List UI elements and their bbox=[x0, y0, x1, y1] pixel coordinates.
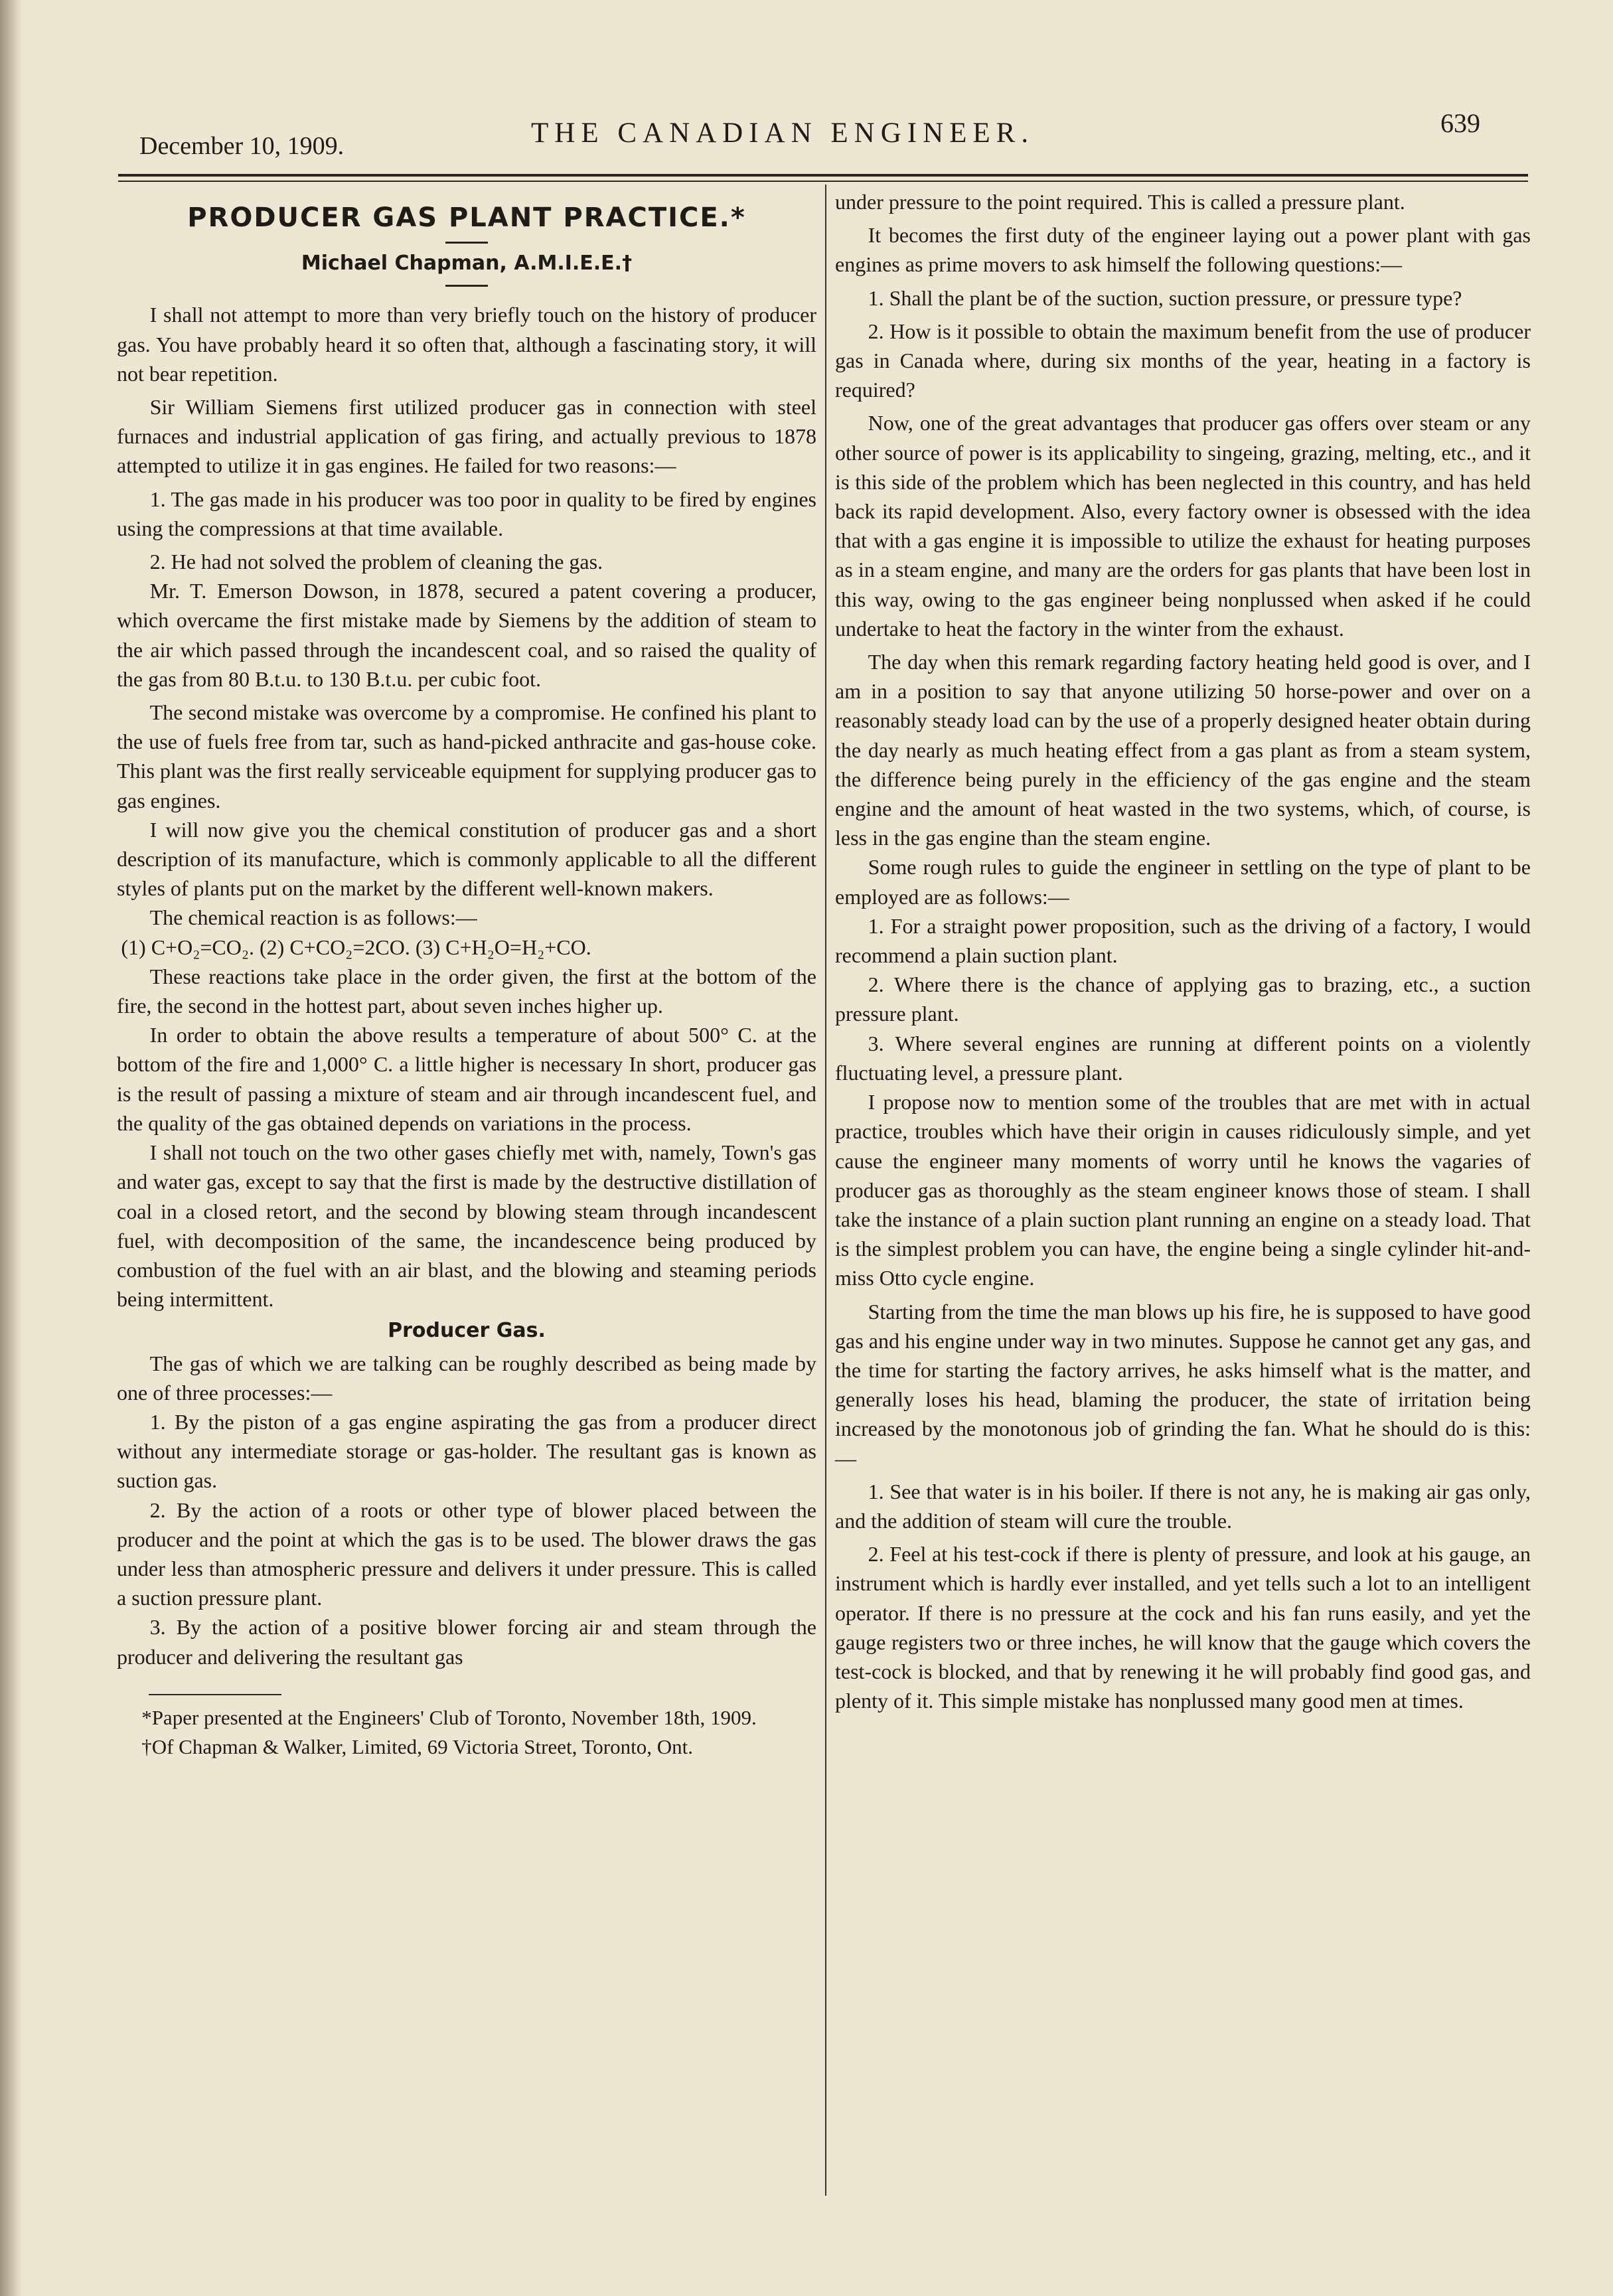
paragraph: Mr. T. Emerson Dowson, in 1878, secured a patent covering a producer, which overcame the first mistake made by Siemens by the addition of steam to the air which passed through the incandescent coal, and so raised the quality of the gas from 80 B.t.u. to 130 B.t.u. per cubic foot. bbox=[117, 579, 816, 691]
column-divider bbox=[825, 185, 826, 2196]
list-item: 2. He had not solved the problem of cleaning the gas. bbox=[149, 550, 603, 574]
right-column bbox=[835, 187, 1531, 1715]
list-item: 1. The gas made in his producer was too poor in quality to be fired by engines using the compressions at that time available. bbox=[117, 487, 816, 540]
running-header bbox=[119, 100, 1527, 166]
paragraph: The day when this remark regarding factory heating held good is over, and I am in a position to say that anyone utilizing 50 horse-power and over on a reasonably steady load can by the use of a properly designed heater obtain during the day nearly as much heating effect from a gas plant as from a steam system, the difference being purely in the efficiency of the gas engine and the steam engine and the amount of heat wasted in the two systems, which, of course, is less in the gas engine than the steam engine. bbox=[835, 650, 1531, 850]
paragraph: I will now give you the chemical constitution of producer gas and a short description of its manufacture, which is commonly applicable to all the different styles of plants put on the market by the different well-known makers. bbox=[117, 817, 816, 901]
list-item: 2. How is it possible to obtain the maximum benefit from the use of producer gas in Canada where, during six months of the year, heating in a factory is required? bbox=[835, 319, 1531, 402]
author-rule bbox=[445, 285, 488, 287]
title-rule bbox=[445, 242, 488, 244]
paragraph: These reactions take place in the order given, the first at the bottom of the fire, the second in the hottest part, about seven inches higher up. bbox=[117, 964, 816, 1018]
list-item: 2. Feel at his test-cock if there is plenty of pressure, and look at his gauge, an instrument which is hardly ever installed, and yet tells such a lot to an intelligent operator. If there is no pressure at the cock and his fan runs easily, and yet the gauge registers two or three inches, he will know that the gauge which covers the test-cock is blocked, and that by renewing it he will probably find good gas, and plenty of it. This simple mistake has nonplussed many good men at times. bbox=[835, 1542, 1531, 1713]
list-item: 1. Shall the plant be of the suction, suction pressure, or pressure type? bbox=[868, 285, 1462, 310]
list-item: 2. By the action of a roots or other type of blower placed between the producer and the point at which the gas is to be used. The blower draws the gas under less than atmospheric pressure and delivers it under pressure. This is called a suction pressure plant. bbox=[117, 1497, 816, 1610]
header-rule-thin bbox=[118, 181, 1528, 182]
paragraph: I shall not touch on the two other gases chiefly met with, namely, Town's gas and water gas, except to say that the first is made by the destructive distillation of coal in a closed retort, and the second by blowing steam through incandescent fuel, with decomposition of the same, the incandescence being produced by combustion of the fuel with an air blast, and the blowing and steaming periods being intermittent. bbox=[117, 1140, 816, 1312]
footnotes bbox=[117, 1694, 816, 1762]
list-item: 1. By the piston of a gas engine aspirating the gas from a producer direct without any intermediate storage or gas-holder. The resultant gas is known as suction gas. bbox=[117, 1409, 816, 1493]
paragraph: Some rough rules to guide the engineer in settling on the type of plant to be employed are as follows:— bbox=[835, 855, 1531, 909]
paragraph: The second mistake was overcome by a compromise. He confined his plant to the use of fuels free from tar, such as hand-picked anthracite and gas-house coke. This plant was the first really serviceable equipment for supplying producer gas to gas engines. bbox=[117, 700, 816, 812]
paragraph: Sir William Siemens first utilized producer gas in connection with steel furnaces and industrial application of gas firing, and actually previous to 1878 attempted to utilize it in gas engines. He failed for two reasons:— bbox=[117, 395, 816, 478]
footnote: †Of Chapman & Walker, Limited, 69 Victoria Street, Toronto, Ont. bbox=[141, 1734, 693, 1758]
list-item: 3. Where several engines are running at different points on a violently fluctuating level, a pressure plant. bbox=[835, 1031, 1531, 1085]
list-item: 2. Where there is the chance of applying gas to brazing, etc., a suction pressure plant. bbox=[835, 972, 1531, 1026]
footnote-rule bbox=[149, 1694, 281, 1695]
section-heading: Producer Gas. bbox=[388, 1319, 546, 1343]
page-number: 639 bbox=[1440, 108, 1480, 138]
paragraph: under pressure to the point required. This is called a pressure plant. bbox=[835, 190, 1405, 214]
list-item: 1. For a straight power proposition, such as the driving of a factory, I would recommend a plain suction plant. bbox=[835, 913, 1531, 968]
left-column bbox=[117, 185, 816, 1762]
paragraph: It becomes the first duty of the engineer laying out a power plant with gas engines as prime movers to ask himself the following questions:— bbox=[835, 223, 1531, 277]
list-item: 1. See that water is in his boiler. If there is not any, he is making air gas only, and the addition of steam will cure the trouble. bbox=[835, 1479, 1531, 1533]
footnote: *Paper presented at the Engineers' Club of Toronto, November 18th, 1909. bbox=[141, 1705, 757, 1729]
paragraph: In order to obtain the above results a temperature of about 500° C. at the bottom of the fire and 1,000° C. a little higher is necessary In short, producer gas is the result of passing a mixture of steam and air through incandescent fuel, and the quality of the gas obtained depends on variations in the process. bbox=[117, 1023, 816, 1135]
journal-title: THE CANADIAN ENGINEER. bbox=[531, 117, 1035, 149]
header-rule bbox=[118, 174, 1528, 177]
page-binding-edge bbox=[0, 0, 23, 2296]
paragraph: Now, one of the great advantages that producer gas offers over steam or any other source of power is its applicability to singeing, grazing, melting, etc., and it is this side of the problem which has been neglected in this country, and has held back its rapid development. Also, every factory owner is obsessed with the idea that with a gas engine it is impossible to utilize the exhaust for heating purposes as in a steam engine, and many are the orders for gas plants that have been lost in this way, owing to the gas engineer being nonplussed when asked if he could undertake to heat the factory in the winter from the exhaust. bbox=[835, 411, 1531, 641]
article-title: PRODUCER GAS PLANT PRACTICE.* bbox=[187, 202, 746, 233]
header-date: December 10, 1909. bbox=[139, 132, 345, 160]
paragraph: I shall not attempt to more than very briefly touch on the history of producer gas. You have probably heard it so often that, although a fascinating story, it will not bear repetition. bbox=[117, 303, 816, 386]
paragraph: The gas of which we are talking can be roughly described as being made by one of three processes:— bbox=[117, 1351, 816, 1405]
paragraph: Starting from the time the man blows up his fire, he is supposed to have good gas and his engine under way in two minutes. Suppose he cannot get any gas, and the time for starting the factory arrives, he asks himself what is the matter, and generally loses his head, blaming the producer, the state of irritation being increased by the monotonous job of grinding the fan. What he should do is this:— bbox=[835, 1299, 1531, 1470]
list-item: 3. By the action of a positive blower forcing air and steam through the producer and delivering the resultant gas bbox=[117, 1615, 816, 1669]
article-author: Michael Chapman, A.M.I.E.E.† bbox=[301, 252, 633, 275]
paragraph: The chemical reaction is as follows:— bbox=[149, 905, 477, 930]
chemical-equations: (1) C+O₂=CO₂. (2) C+CO₂=2CO. (3) C+H₂O=H₂+CO. bbox=[121, 935, 591, 959]
paragraph: I propose now to mention some of the troubles that are met with in actual practice, troubles which have their origin in causes ridiculously simple, and yet cause the engineer many moments of worry until he knows the vagaries of producer gas as thoroughly as the steam engineer knows those of steam. I shall take the instance of a plain suction plant running an engine on a steady load. That is the simplest problem you can have, the engine being a single cylinder hit-and-miss Otto cycle engine. bbox=[835, 1090, 1531, 1290]
